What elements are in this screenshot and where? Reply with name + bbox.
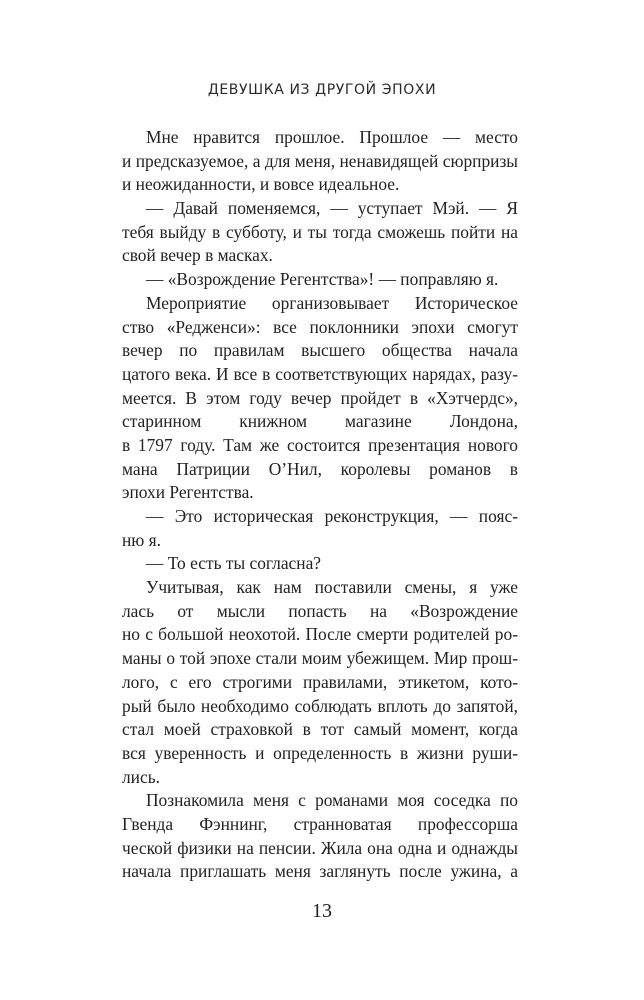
text-line: тебя выйду в субботу, и ты тогда сможешь пойти на: [122, 221, 518, 242]
running-title: ДЕВУШКА ИЗ ДРУГОЙ ЭПОХИ: [207, 82, 437, 98]
text-line: стал моей страховкой в тот самый момент, когда: [122, 719, 518, 740]
text-line: и неожиданности, и вовсе идеальное.: [122, 174, 400, 195]
text-line: Мне нравится прошлое. Прошлое — место: [146, 127, 518, 147]
page-body-text: [122, 126, 518, 884]
text-line: — То есть ты согласна?: [146, 553, 322, 574]
text-line: вся уверенность и определенность в жизни руши-: [122, 742, 518, 763]
text-line: начала приглашать меня заглянуть после ужина, а: [122, 861, 518, 882]
text-line: Мероприятие организовывает Историческое: [146, 292, 518, 313]
text-line: Учитывая, как нам поставили смены, я уже: [146, 577, 518, 598]
text-line: но с большой неохотой. После смерти родителей ро-: [122, 624, 518, 645]
page-number: 13: [312, 900, 332, 922]
text-line: Познакомила меня с романами моя соседка по: [146, 790, 518, 811]
text-line: — «Возрождение Регентства»! — поправляю я.: [146, 269, 499, 290]
text-line: мана Патриции О’Нил, королевы романов в: [122, 458, 518, 479]
text-line: меется. В этом году вечер пройдет в «Хэтчердс»,: [122, 387, 518, 408]
text-line: рый было необходимо соблюдать вплоть до запятой,: [122, 695, 518, 716]
text-line: лась от мысли попасть на «Возрождение: [122, 600, 518, 621]
text-line: лого, с его строгими правилами, этикетом, кото-: [122, 671, 518, 692]
text-line: вечер по правилам высшего общества начала: [122, 340, 518, 361]
text-line: — Давай поменяемся, — уступает Мэй. — Я: [146, 198, 518, 219]
text-line: маны о той эпохе стали моим убежищем. Мир прош-: [122, 648, 518, 669]
text-line: цатого века. И все в соответствующих нарядах, разу-: [122, 363, 518, 384]
text-line: ческой физики на пенсии. Жила она одна и однажды: [122, 837, 518, 858]
text-line: — Это историческая реконструкция, — пояс-: [146, 506, 518, 526]
text-line: и предсказуемое, а для меня, ненавидящей сюрпризы: [122, 150, 518, 171]
text-line: эпохи Регентства.: [122, 482, 254, 503]
text-line: ство «Редженси»: все поклонники эпохи смогут: [122, 316, 518, 337]
text-line: в 1797 году. Там же состоится презентация нового: [122, 434, 518, 455]
text-line: Гвенда Фэннинг, странноватая профессорша: [122, 813, 518, 834]
text-line: свой вечер в масках.: [122, 245, 273, 266]
text-line: лись.: [122, 766, 160, 787]
text-line: старинном книжном магазине Лондона,: [122, 411, 518, 432]
text-line: ню я.: [122, 529, 161, 550]
